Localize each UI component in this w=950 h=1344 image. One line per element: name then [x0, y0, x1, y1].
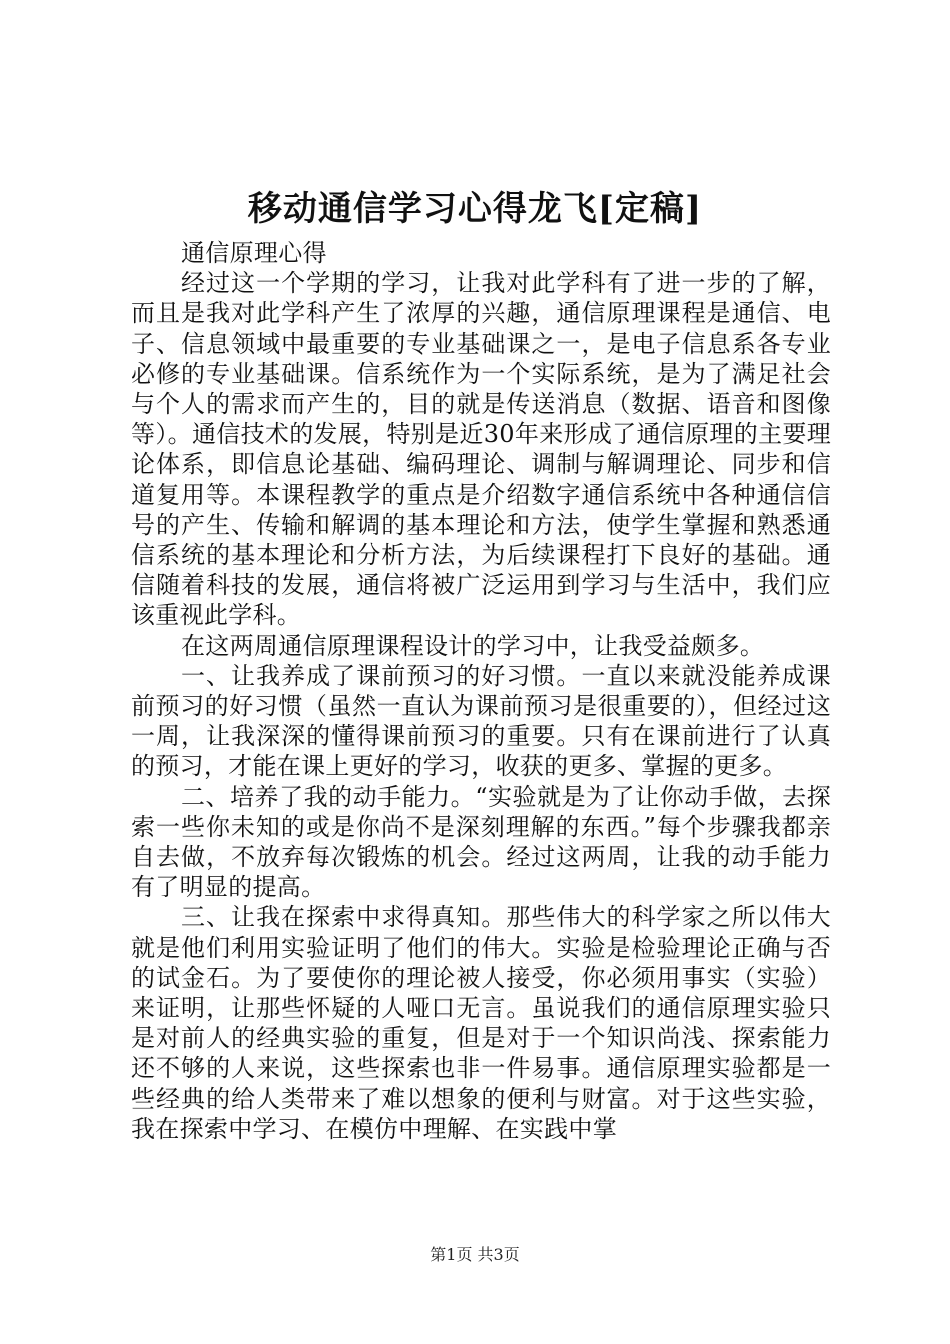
section-heading: 通信原理心得: [181, 239, 327, 267]
body-paragraph: 二、培养了我的动手能力。“实验就是为了让你动手做，去探索一些你未知的或是你尚不是深刻理解的东西。”每个步骤我都亲自去做，不放弃每次锻炼的机会。经过这两周，让我的动手能力有了明显的提高。: [131, 782, 831, 902]
document-body: [131, 238, 831, 1144]
page-number-footer: 第1页 共3页: [430, 1245, 520, 1264]
document-title: 移动通信学习心得龙飞[定稿]: [247, 189, 703, 229]
body-paragraph: 三、让我在探索中求得真知。那些伟大的科学家之所以伟大就是他们利用实验证明了他们的伟大。实验是检验理论正确与否的试金石。为了要使你的理论被人接受，你必须用事实（实验）来证明，让那些怀疑的人哑口无言。虽说我们的通信原理实验只是对前人的经典实验的重复，但是对于一个知识尚浅、探索能力还不够的人来说，这些探索也非一件易事。通信原理实验都是一些经典的给人类带来了难以想象的便利与财富。对于这些实验，我在探索中学习、在模仿中理解、在实践中掌: [131, 903, 831, 1143]
body-paragraph: 在这两周通信原理课程设计的学习中，让我受益颇多。: [181, 631, 765, 660]
body-paragraph: 一、让我养成了课前预习的好习惯。一直以来就没能养成课前预习的好习惯（虽然一直认为课前预习是很重要的），但经过这一周，让我深深的懂得课前预习的重要。只有在课前进行了认真的预习，才能在课上更好的学习，收获的更多、掌握的更多。: [131, 661, 831, 781]
body-paragraph: 经过这一个学期的学习，让我对此学科有了进一步的了解，而且是我对此学科产生了浓厚的兴趣，通信原理课程是通信、电子、信息领域中最重要的专业基础课之一，是电子信息系各专业必修的专业基础课。信系统作为一个实际系统，是为了满足社会与个人的需求而产生的，目的就是传送消息（数据、语音和图像等）。通信技术的发展，特别是近30年来形成了通信原理的主要理论体系，即信息论基础、编码理论、调制与解调理论、同步和信道复用等。本课程教学的重点是介绍数字通信系统中各种通信信号的产生、传输和解调的基本理论和方法，使学生掌握和熟悉通信系统的基本理论和分析方法，为后续课程打下良好的基础。通信随着科技的发展，通信将被广泛运用到学习与生活中，我们应该重视此学科。: [131, 269, 831, 630]
